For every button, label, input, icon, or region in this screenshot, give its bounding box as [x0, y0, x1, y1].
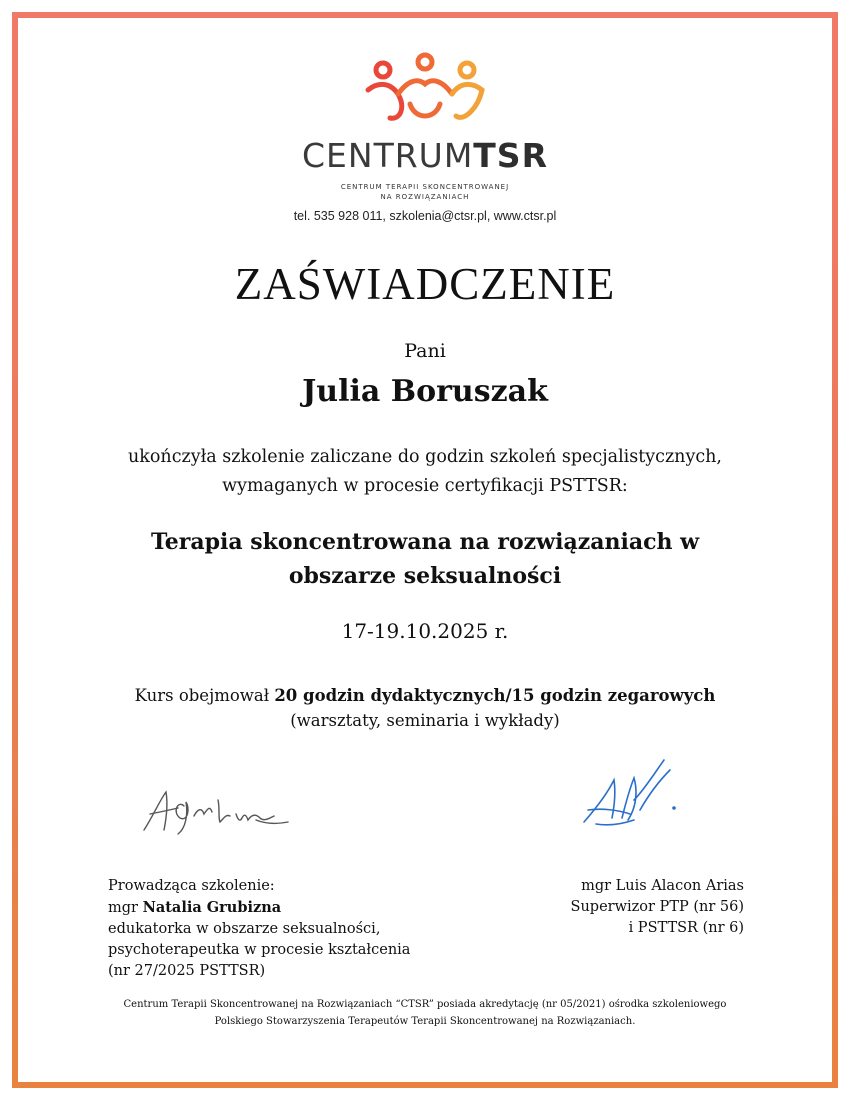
- ctsr-logo-icon: [360, 52, 490, 132]
- trainer-name-line: mgr Natalia Grubizna: [108, 899, 282, 916]
- trainer-line3: edukatorka w obszarze seksualności,: [108, 921, 381, 937]
- course-hours: [0, 683, 850, 733]
- supervisor-block: [571, 876, 744, 939]
- brand-subtitle-line1: CENTRUM TERAPII SKONCENTROWANEJ: [340, 183, 510, 191]
- footnote-line1: Centrum Terapii Skoncentrowanej na Rozwiązaniach “CTSR” posiada akredytację (nr 05/2021) ośrodka szkoleniowego: [123, 999, 727, 1010]
- supervisor-signature: [578, 752, 688, 832]
- description-line1: ukończyła szkolenie zaliczane do godzin szkoleń specjalistycznych,: [128, 447, 722, 467]
- trainer-block: [108, 876, 410, 982]
- supervisor-name: mgr Luis Alacon Arias: [581, 878, 744, 894]
- hours-line: Kurs obejmował 20 godzin dydaktycznych/15 godzin zegarowych: [134, 686, 716, 705]
- trainer-signature: [138, 778, 298, 838]
- brand-wordmark: CENTRUMTSR: [302, 136, 548, 175]
- recipient-name: Julia Boruszak: [302, 374, 548, 409]
- trainer-role: Prowadząca szkolenie:: [108, 878, 275, 894]
- contact-info: tel. 535 928 011, szkolenia@ctsr.pl, www.ctsr.pl: [293, 209, 557, 223]
- document-title: ZAŚWIADCZENIE: [234, 259, 616, 309]
- trainer-line5: (nr 27/2025 PSTTSR): [108, 963, 266, 979]
- accreditation-footnote: [0, 996, 850, 1030]
- course-title-line2: obszarze seksualności: [288, 563, 562, 589]
- trainer-line4: psychoterapeutka w procesie kształcenia: [108, 942, 411, 958]
- supervisor-line2: Superwizor PTP (nr 56): [570, 899, 744, 915]
- course-title-line1: Terapia skoncentrowana na rozwiązaniach w: [150, 529, 700, 555]
- salutation: Pani: [404, 340, 446, 362]
- brand-subtitle-line2: NA ROZWIĄZANIACH: [380, 193, 470, 201]
- completion-description: [0, 443, 850, 501]
- supervisor-line3: i PSTTSR (nr 6): [628, 920, 744, 936]
- course-title: [0, 525, 850, 593]
- course-date: 17-19.10.2025 r.: [341, 619, 509, 643]
- hours-note: (warsztaty, seminaria i wykłady): [290, 711, 560, 730]
- footnote-line2: Polskiego Stowarzyszenia Terapeutów Terapii Skoncentrowanej na Rozwiązaniach.: [214, 1016, 636, 1027]
- description-line2: wymaganych w procesie certyfikacji PSTTSR:: [222, 476, 628, 496]
